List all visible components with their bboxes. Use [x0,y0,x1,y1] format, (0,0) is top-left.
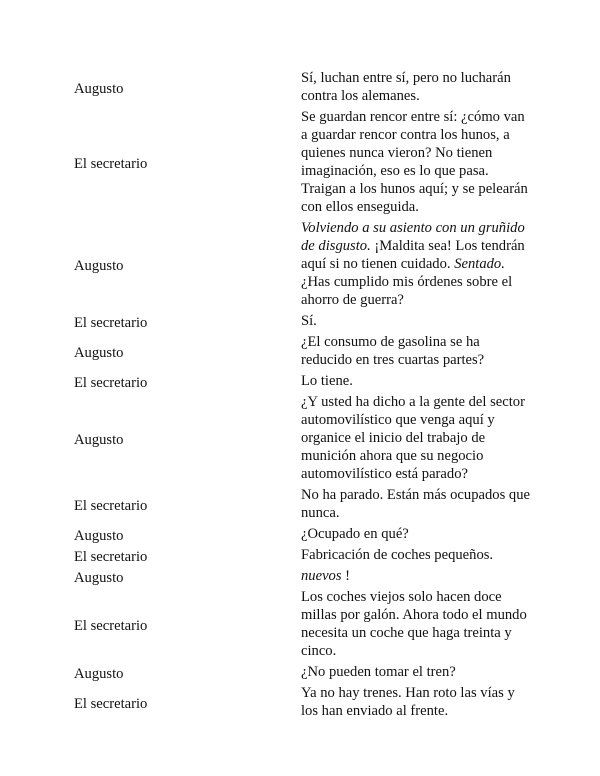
dialogue-row [74,525,534,546]
dialogue-row [74,588,534,663]
dialogue-row [74,219,534,312]
stage-direction: Sentado. [454,256,505,272]
speech-text: ¿Ocupado en qué? [301,526,409,542]
speech-text: ¿El consumo de gasolina se ha reducido en tres cuartas partes? [301,334,485,368]
stage-direction: nuevos [301,568,342,584]
speaker-name: El secretario [74,497,148,514]
dialogue-row [74,69,534,108]
dialogue-row [74,546,534,567]
dialogue-row [74,393,534,486]
speaker-name: El secretario [74,617,148,634]
dialogue-row [74,372,534,393]
speaker-name: Augusto [74,80,124,97]
speaker-name: El secretario [74,155,148,172]
speech-text: ¿Y usted ha dicho a la gente del sector automovilístico que venga aquí y organice el inicio del trabajo de munición ahora que su negocio automovilístico está parado? [301,394,525,482]
speech-text: Se guardan rencor entre sí: ¿cómo van a guardar rencor contra los hunos, a quienes nunca vieron? No tienen imaginación, eso es lo que pasa. Traigan a los hunos aquí; y se pelearán con ellos enseguida. [301,109,528,215]
speech-text: nuevos ! [301,568,351,584]
speaker-name: El secretario [74,374,148,391]
stage-direction: Volviendo a su asiento con un gruñido de disgusto. [301,220,525,254]
speech-text: ¿No pueden tomar el tren? [301,664,456,680]
dialogue-row [74,312,534,333]
dialogue-row [74,486,534,525]
dialogue-row [74,663,534,684]
speech-text: Sí. [301,313,317,329]
speaker-name: El secretario [74,695,148,712]
speech-text: No ha parado. Están más ocupados que nunca. [301,487,530,521]
speaker-name: Augusto [74,569,124,586]
speaker-name: Augusto [74,665,124,682]
speaker-name: Augusto [74,257,124,274]
speech-text: Ya no hay trenes. Han roto las vías y los han enviado al frente. [301,685,515,719]
speaker-name: Augusto [74,431,124,448]
dialogue-table [74,69,534,723]
dialogue-row [74,567,534,588]
speaker-name: El secretario [74,314,148,331]
speech-text: Volviendo a su asiento con un gruñido de disgusto. ¡Maldita sea! Los tendrán aquí si no tienen cuidado. Sentado. ¿Has cumplido mis órdenes sobre el ahorro de guerra? [301,220,525,308]
speaker-name: El secretario [74,548,148,565]
dialogue-row [74,333,534,372]
dialogue-row [74,108,534,219]
speech-text: Lo tiene. [301,373,353,389]
speaker-name: Augusto [74,527,124,544]
speech-text: Fabricación de coches pequeños. [301,547,494,563]
speech-text: Los coches viejos solo hacen doce millas por galón. Ahora todo el mundo necesita un coche que haga treinta y cinco. [301,589,527,659]
speech-text: Sí, luchan entre sí, pero no lucharán contra los alemanes. [301,70,511,104]
dialogue-row [74,684,534,723]
speaker-name: Augusto [74,344,124,361]
